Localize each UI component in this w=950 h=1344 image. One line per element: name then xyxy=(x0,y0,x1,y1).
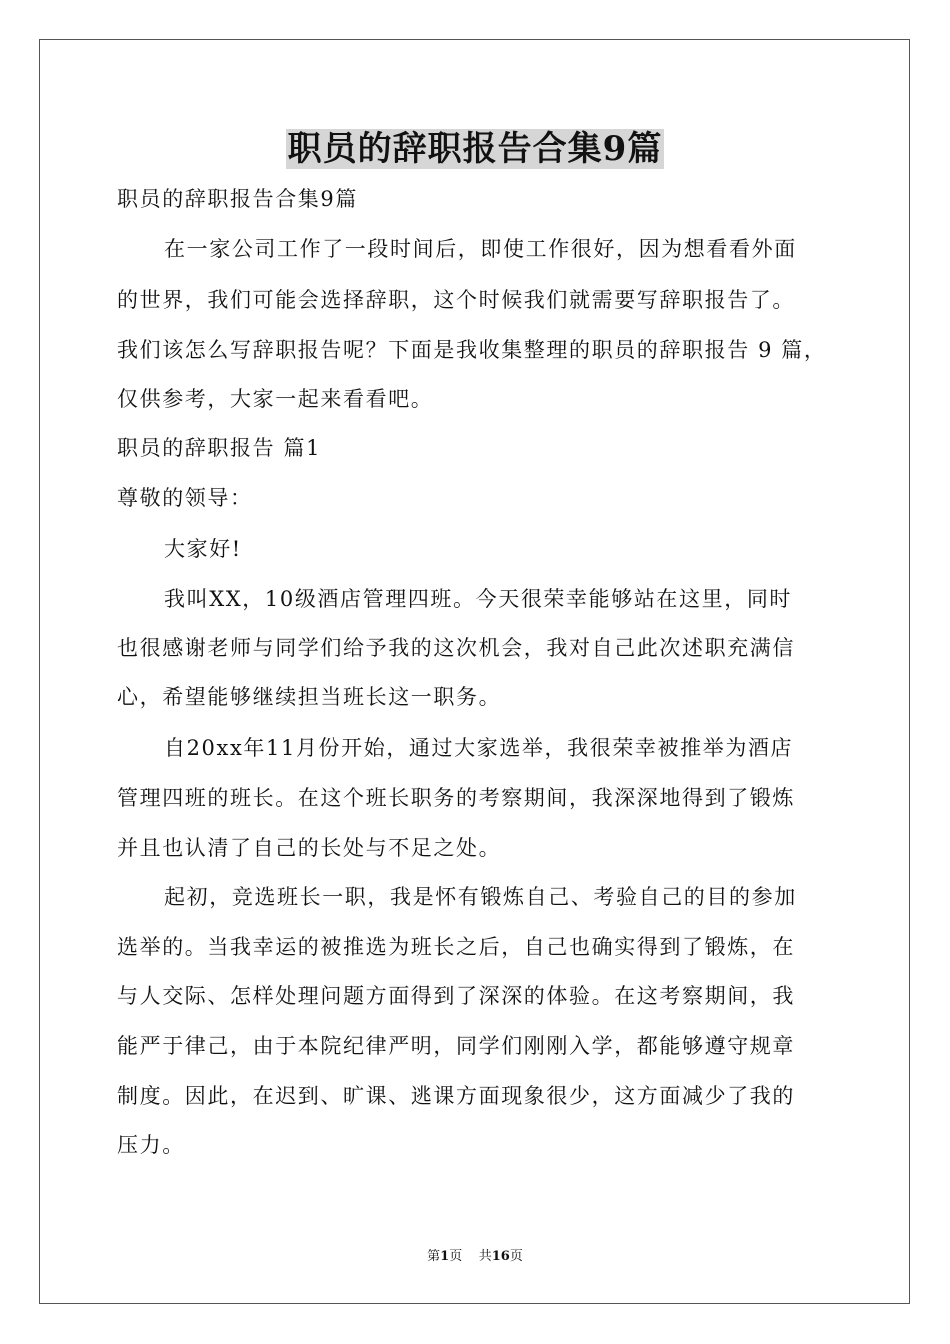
page-label-suffix: 页 xyxy=(449,1249,463,1264)
paragraph-line: 的世界，我们可能会选择辞职，这个时候我们就需要写辞职报告了。 xyxy=(117,288,795,312)
document-title-text: 职员的辞职报告合集9篇 xyxy=(287,129,663,169)
document-title xyxy=(0,124,950,174)
salutation-line: 尊敬的领导： xyxy=(117,486,253,510)
total-label-prefix: 共 xyxy=(478,1249,492,1264)
subtitle-line: 职员的辞职报告合集9篇 xyxy=(117,187,358,211)
page-label-prefix: 第 xyxy=(427,1249,441,1264)
paragraph-line: 并且也认清了自己的长处与不足之处。 xyxy=(117,836,502,860)
paragraph-line: 心，希望能够继续担当班长这一职务。 xyxy=(117,685,502,709)
paragraph-line: 能严于律己，由于本院纪律严明，同学们刚刚入学，都能够遵守规章 xyxy=(117,1034,795,1058)
paragraph-line: 起初，竞选班长一职，我是怀有锻炼自己、考验自己的目的参加 xyxy=(164,885,797,909)
paragraph-line: 在一家公司工作了一段时间后，即使工作很好，因为想看看外面 xyxy=(164,237,797,261)
paragraph-line: 压力。 xyxy=(117,1133,185,1157)
paragraph-line: 自20xx年11月份开始，通过大家选举，我很荣幸被推举为酒店 xyxy=(164,736,794,760)
paragraph-line: 仅供参考，大家一起来看看吧。 xyxy=(117,387,434,411)
paragraph-line: 制度。因此，在迟到、旷课、逃课方面现象很少，这方面减少了我的 xyxy=(117,1084,795,1108)
total-pages-number: 16 xyxy=(491,1249,510,1264)
paragraph-line: 我叫XX，10级酒店管理四班。今天很荣幸能够站在这里，同时 xyxy=(164,587,793,611)
current-page-number: 1 xyxy=(440,1249,450,1264)
paragraph-line: 也很感谢老师与同学们给予我的这次机会，我对自己此次述职充满信 xyxy=(117,636,795,660)
page-footer xyxy=(0,1248,950,1266)
paragraph-line: 选举的。当我幸运的被推选为班长之后，自己也确实得到了锻炼，在 xyxy=(117,935,795,959)
greeting-line: 大家好! xyxy=(164,537,242,561)
page-border xyxy=(39,39,910,1304)
section-heading: 职员的辞职报告 篇1 xyxy=(117,436,322,460)
paragraph-line: 管理四班的班长。在这个班长职务的考察期间，我深深地得到了锻炼 xyxy=(117,786,795,810)
paragraph-line: 我们该怎么写辞职报告呢？下面是我收集整理的职员的辞职报告 9 篇， xyxy=(117,338,827,362)
total-label-suffix: 页 xyxy=(509,1249,523,1264)
paragraph-line: 与人交际、怎样处理问题方面得到了深深的体验。在这考察期间，我 xyxy=(117,984,795,1008)
